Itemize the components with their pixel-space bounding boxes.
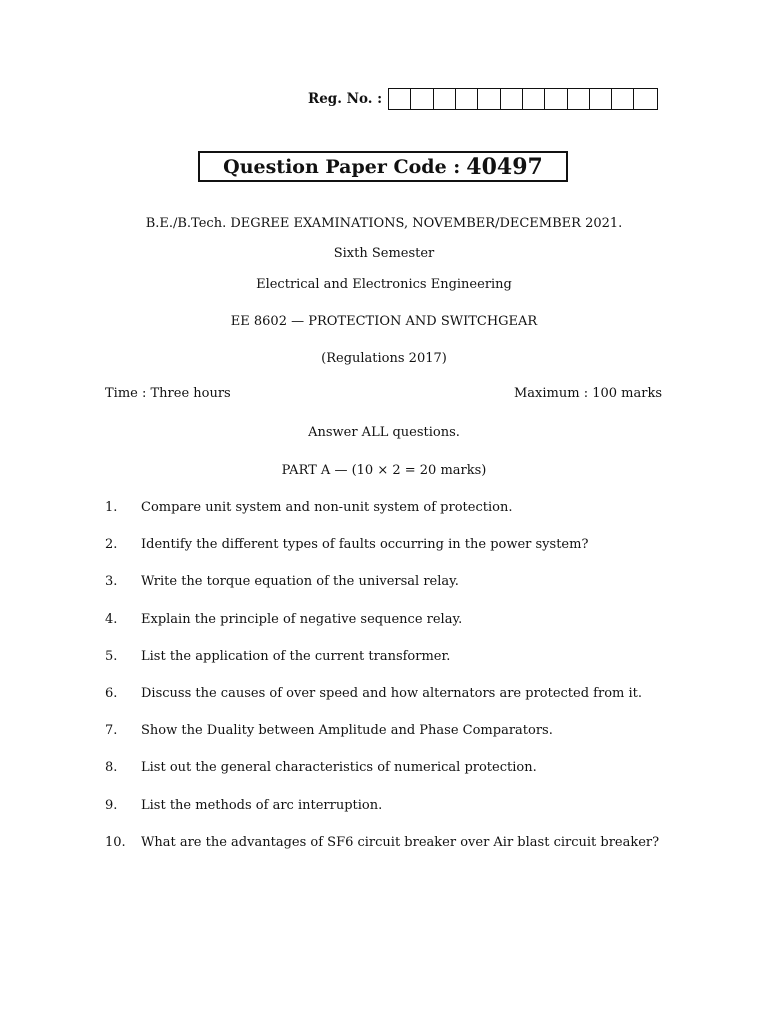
- reg-no-box[interactable]: [590, 89, 612, 109]
- question-item: [105, 798, 685, 835]
- reg-no-box[interactable]: [478, 89, 500, 109]
- question-number: 6.: [105, 685, 118, 701]
- subject: EE 8602 — PROTECTION AND SWITCHGEAR: [230, 314, 538, 329]
- instruction: Answer ALL questions.: [308, 425, 460, 440]
- question-number: 8.: [105, 760, 118, 776]
- question-list: [105, 500, 685, 872]
- exam-title: B.E./B.Tech. DEGREE EXAMINATIONS, NOVEMBER/DECEMBER 2021.: [145, 216, 623, 231]
- question-paper-code-number: 40497: [466, 153, 543, 180]
- question-text: Identify the different types of faults occurring in the power system?: [141, 537, 589, 553]
- question-text: Show the Duality between Amplitude and Phase Comparators.: [141, 723, 553, 739]
- reg-no-box[interactable]: [568, 89, 590, 109]
- question-item: [105, 686, 685, 723]
- question-item: [105, 649, 685, 686]
- question-item: [105, 537, 685, 574]
- reg-no-boxes: [388, 88, 658, 110]
- reg-no-box[interactable]: [434, 89, 456, 109]
- question-text: List out the general characteristics of numerical protection.: [141, 760, 537, 776]
- question-item: [105, 612, 685, 649]
- question-paper-code-box: [198, 151, 568, 182]
- reg-no-box[interactable]: [523, 89, 545, 109]
- question-number: 10.: [105, 834, 126, 850]
- semester: Sixth Semester: [333, 246, 435, 261]
- question-text: List the application of the current transformer.: [141, 648, 451, 664]
- question-number: 7.: [105, 723, 118, 739]
- question-item: [105, 760, 685, 797]
- reg-no-box[interactable]: [612, 89, 634, 109]
- reg-no-box[interactable]: [545, 89, 567, 109]
- question-text: List the methods of arc interruption.: [141, 797, 383, 813]
- reg-no-box[interactable]: [634, 89, 656, 109]
- reg-no-box[interactable]: [411, 89, 433, 109]
- question-item: [105, 835, 685, 872]
- question-text: What are the advantages of SF6 circuit breaker over Air blast circuit breaker?: [141, 834, 660, 850]
- regulations: (Regulations 2017): [321, 351, 447, 366]
- maximum-marks: Maximum : 100 marks: [513, 386, 662, 401]
- question-number: 9.: [105, 797, 118, 813]
- question-paper-code-label: Question Paper Code :: [223, 155, 461, 178]
- question-text: Discuss the causes of over speed and how alternators are protected from it.: [141, 685, 643, 701]
- question-item: [105, 723, 685, 760]
- reg-no-box[interactable]: [456, 89, 478, 109]
- question-item: [105, 574, 685, 611]
- part-a-heading: PART A — (10 × 2 = 20 marks): [281, 463, 487, 478]
- question-number: 5.: [105, 648, 118, 664]
- reg-no-row: [308, 88, 658, 110]
- question-number: 1.: [105, 500, 118, 515]
- reg-no-box[interactable]: [389, 89, 411, 109]
- question-number: 3.: [105, 574, 118, 590]
- question-text: Explain the principle of negative sequence relay.: [141, 611, 463, 627]
- question-item: [105, 500, 685, 537]
- question-text: Compare unit system and non-unit system of protection.: [141, 500, 513, 515]
- reg-no-label: Reg. No. :: [308, 91, 383, 107]
- question-number: 2.: [105, 537, 118, 553]
- question-number: 4.: [105, 611, 118, 627]
- reg-no-box[interactable]: [501, 89, 523, 109]
- time-duration: Time : Three hours: [105, 386, 231, 401]
- branch: Electrical and Electronics Engineering: [256, 277, 512, 292]
- question-text: Write the torque equation of the universal relay.: [141, 574, 459, 590]
- time-marks-row: [105, 386, 662, 401]
